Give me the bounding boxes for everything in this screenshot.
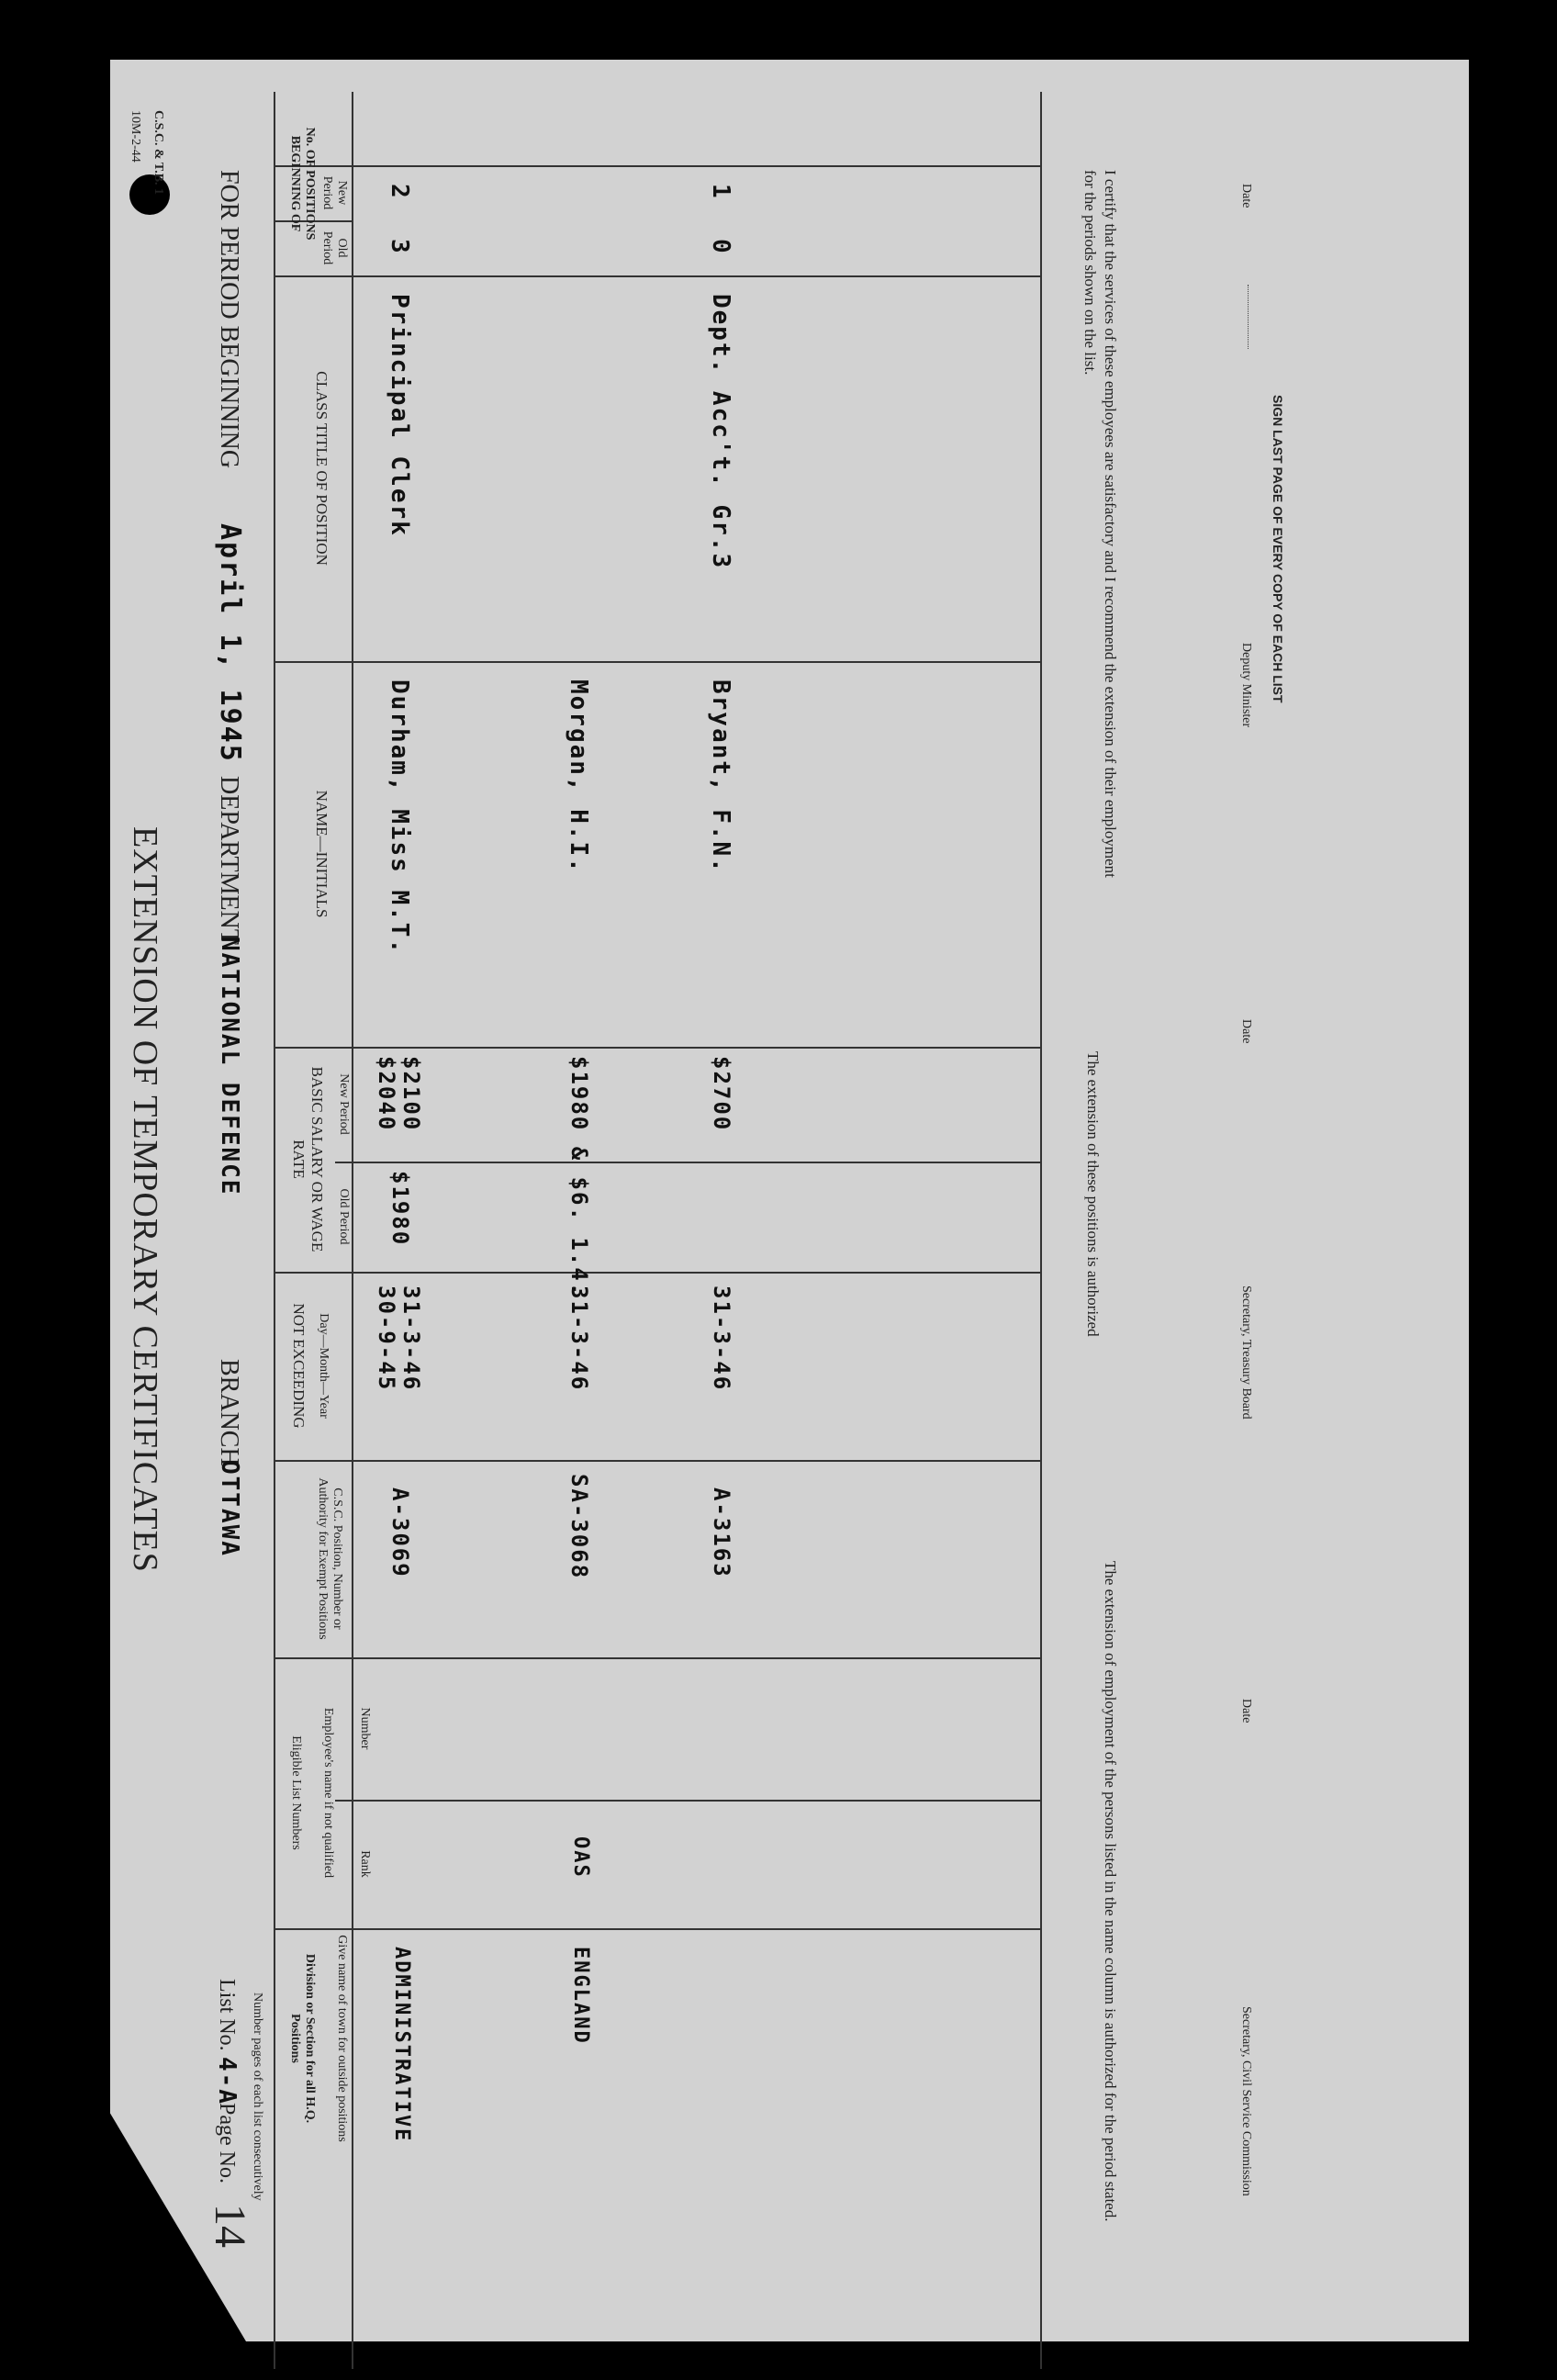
- row3-name: Bryant, F.N.: [707, 679, 734, 874]
- form-code-line1: C.S.C. & T.B. 1: [151, 110, 165, 196]
- col-eligible-number-header: Number: [358, 1707, 372, 1750]
- deputy-label: Deputy Minister: [1239, 643, 1253, 728]
- row2-date: 31-3-46: [566, 1285, 592, 1392]
- date-label-2: Date: [1239, 1019, 1253, 1044]
- date-label-3: Date: [1239, 1699, 1253, 1723]
- col-eligible-header: Eligible List Numbers: [289, 1735, 303, 1850]
- divider-5: [275, 1272, 1042, 1274]
- divider-2: [275, 275, 1042, 277]
- authorized-text: The extension of these positions is authorized: [1084, 1051, 1102, 1337]
- row1-old: 3: [386, 239, 413, 255]
- row1-class-title: Principal Clerk: [386, 294, 413, 537]
- divider-6: [275, 1460, 1042, 1462]
- col-name-header: NAME—INITIALS: [313, 790, 330, 918]
- col-date-format-header: Day—Month—Year: [317, 1313, 330, 1419]
- certify-text: I certify that the services of these employees are satisfactory and I recommend the extension of their employment for the periods shown on the list.: [1081, 170, 1119, 878]
- date-label-1: Date: [1239, 184, 1253, 208]
- table-bottom-line: [1040, 92, 1042, 2369]
- csc-authorized-text: The extension of employment of the persons listed in the name column is authorized for the period stated.: [1102, 1561, 1119, 2222]
- col-division-note: Give name of town for outside positions: [335, 1935, 349, 2142]
- divider-salary-mid: [335, 1162, 1042, 1163]
- page-value: 14: [206, 2204, 254, 2248]
- col-old-period-header: Old Period: [320, 230, 349, 265]
- certificate-form: [110, 92, 1414, 2369]
- row2-division: ENGLAND: [569, 1947, 592, 2045]
- table-header-bottom-line: [352, 92, 353, 2369]
- page-label: Page No.: [215, 2103, 239, 2184]
- row3-old: 0: [707, 239, 734, 255]
- col-class-title-header: CLASS TITLE OF POSITION: [313, 371, 330, 566]
- table-top-line: [274, 92, 275, 2369]
- row2-csc: SA-3068: [566, 1474, 592, 1580]
- col-new-period-header: New Period: [320, 175, 349, 210]
- row3-new: 1: [707, 184, 734, 200]
- row2-rank: OAS: [569, 1836, 592, 1879]
- row1-csc: A-3069: [387, 1488, 413, 1578]
- department-value: NATIONAL DEFENCE: [216, 937, 243, 1196]
- branch-label: BRANCH: [215, 1359, 243, 1466]
- row1-new: 2: [386, 184, 413, 200]
- row2-name: Morgan, H.I.: [565, 679, 592, 874]
- divider-1: [275, 165, 1042, 167]
- row1-salary-new-2: $2100: [398, 1056, 424, 1132]
- divider-3: [275, 661, 1042, 663]
- treasury-label: Secretary, Treasury Board: [1239, 1285, 1253, 1420]
- col-salary-old-header: Old Period: [337, 1188, 351, 1245]
- number-note: Number pages of each list consecutively: [251, 1993, 264, 2201]
- period-value: April 1, 1945: [214, 523, 246, 763]
- row1-division: ADMINISTRATIVE: [390, 1947, 413, 2143]
- department-label: DEPARTMENT: [215, 776, 243, 945]
- punch-hole-right: [129, 2245, 170, 2285]
- col-not-exceeding-header: NOT EXCEEDING: [290, 1303, 308, 1429]
- col-eligible-rank-header: Rank: [358, 1850, 372, 1878]
- row1-salary-new: $2040: [374, 1056, 399, 1132]
- row1-date: 30-9-45: [374, 1285, 399, 1392]
- list-label: List No.: [215, 1979, 239, 2051]
- col-eligible-note: Employee's name if not qualified: [321, 1707, 335, 1879]
- divider-eligible-mid: [335, 1800, 1042, 1802]
- col-salary-new-header: New Period: [337, 1073, 351, 1135]
- sign-note: SIGN LAST PAGE OF EVERY COPY OF EACH LIST: [1271, 395, 1285, 703]
- col-division-header: Division or Section for all H.Q. Positions: [288, 1953, 317, 2124]
- row1-name: Durham, Miss M.T.: [386, 679, 413, 956]
- branch-value: OTTAWA: [216, 1460, 243, 1557]
- divider-4: [275, 1047, 1042, 1049]
- col-salary-header: BASIC SALARY OR WAGE RATE: [290, 1066, 326, 1252]
- list-value: 4-A: [213, 2057, 241, 2105]
- row3-salary-new: $2700: [709, 1056, 734, 1132]
- row2-salary-new: $1980 & $6. 1.4.: [566, 1056, 592, 1298]
- date-line-1: [1248, 285, 1249, 349]
- col-csc-header: C.S.C. Position, Number or Authority for Exempt Positions: [316, 1477, 344, 1640]
- row1-salary-old: $1980: [387, 1171, 413, 1247]
- civil-label: Secretary, Civil Service Commission: [1239, 2006, 1253, 2196]
- period-label: FOR PERIOD BEGINNING: [215, 170, 243, 469]
- divider-7: [275, 1657, 1042, 1659]
- row3-class-title: Dept. Acc't. Gr.3: [707, 294, 734, 570]
- form-code-line2: 10M-2-44: [129, 110, 142, 163]
- row1-date-2: 31-3-46: [398, 1285, 424, 1392]
- divider-8: [275, 1928, 1042, 1930]
- form-title: EXTENSION OF TEMPORARY CERTIFICATES: [126, 826, 164, 1573]
- col-positions-header: No. OF POSITIONS BEGINNING OF: [288, 127, 317, 241]
- row3-csc: A-3163: [709, 1488, 734, 1578]
- row3-date: 31-3-46: [709, 1285, 734, 1392]
